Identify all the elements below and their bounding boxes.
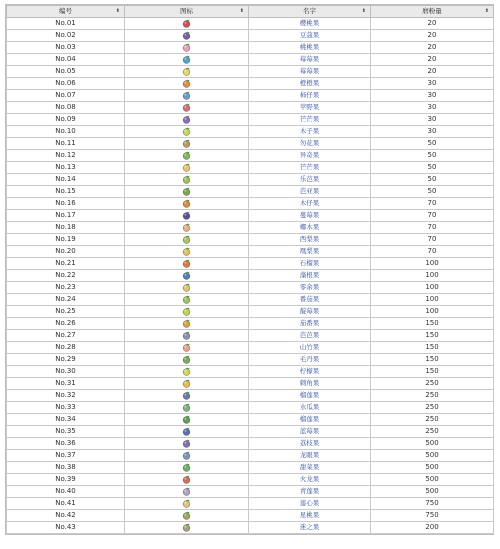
column-header-label: 编号 <box>59 7 72 15</box>
table-row <box>7 414 494 426</box>
berry-number-cell: No.14 <box>7 174 125 186</box>
berry-amount-cell: 750 <box>371 498 494 510</box>
berry-number-cell: No.31 <box>7 378 125 390</box>
berry-name-cell[interactable]: 苹野果 <box>249 102 371 114</box>
berry-number-cell: No.27 <box>7 330 125 342</box>
berry-icon <box>182 295 191 304</box>
berry-name-cell[interactable]: 莓莓果 <box>249 66 371 78</box>
berry-name-cell[interactable]: 芒芒果 <box>249 114 371 126</box>
berry-number-cell: No.28 <box>7 342 125 354</box>
berry-icon-cell <box>125 210 249 222</box>
berry-number-cell: No.19 <box>7 234 125 246</box>
berry-icon-cell <box>125 474 249 486</box>
berry-amount-cell: 100 <box>371 306 494 318</box>
berry-icon <box>182 103 191 112</box>
table-row <box>7 138 494 150</box>
table-body <box>7 18 494 534</box>
berry-number-cell: No.22 <box>7 270 125 282</box>
berry-name-cell[interactable]: 蔓莓果 <box>249 210 371 222</box>
berry-amount-cell: 70 <box>371 222 494 234</box>
berry-number-cell: No.01 <box>7 18 125 30</box>
berry-table-container <box>5 4 494 535</box>
table-row <box>7 438 494 450</box>
berry-amount-cell: 20 <box>371 18 494 30</box>
berry-number-cell: No.10 <box>7 126 125 138</box>
berry-amount-cell: 500 <box>371 474 494 486</box>
berry-icon <box>182 91 191 100</box>
berry-icon <box>182 451 191 460</box>
berry-icon-cell <box>125 282 249 294</box>
berry-number-cell: No.06 <box>7 78 125 90</box>
berry-name-cell[interactable]: 茄番果 <box>249 318 371 330</box>
berry-number-cell: No.16 <box>7 198 125 210</box>
berry-name-cell[interactable]: 木仔果 <box>249 198 371 210</box>
berry-number-cell: No.03 <box>7 42 125 54</box>
table-row <box>7 270 494 282</box>
table-row <box>7 510 494 522</box>
table-row <box>7 258 494 270</box>
table-row <box>7 378 494 390</box>
berry-amount-cell: 50 <box>371 174 494 186</box>
berry-icon-cell <box>125 258 249 270</box>
berry-amount-cell: 50 <box>371 150 494 162</box>
berry-icon <box>182 127 191 136</box>
berry-number-cell: No.26 <box>7 318 125 330</box>
berry-number-cell: No.05 <box>7 66 125 78</box>
berry-icon <box>182 427 191 436</box>
table-row <box>7 330 494 342</box>
berry-amount-cell: 20 <box>371 42 494 54</box>
berry-amount-cell: 20 <box>371 54 494 66</box>
column-header-amount[interactable] <box>371 6 494 18</box>
berry-amount-cell: 150 <box>371 366 494 378</box>
berry-amount-cell: 150 <box>371 330 494 342</box>
berry-icon <box>182 355 191 364</box>
berry-icon-cell <box>125 138 249 150</box>
table-row <box>7 294 494 306</box>
sort-arrows-icon[interactable]: ⬍ <box>239 8 244 14</box>
berry-name-cell[interactable]: 榴莲果 <box>249 390 371 402</box>
table-row <box>7 390 494 402</box>
berry-amount-cell: 150 <box>371 318 494 330</box>
berry-icon <box>182 139 191 148</box>
table-row <box>7 54 494 66</box>
berry-number-cell: No.42 <box>7 510 125 522</box>
berry-amount-cell: 500 <box>371 450 494 462</box>
berry-icon-cell <box>125 366 249 378</box>
table-row <box>7 42 494 54</box>
berry-name-cell[interactable]: 番茄果 <box>249 294 371 306</box>
berry-name-cell[interactable]: 莲心果 <box>249 498 371 510</box>
table-row <box>7 282 494 294</box>
berry-amount-cell: 750 <box>371 510 494 522</box>
berry-name-cell[interactable]: 龙眼果 <box>249 450 371 462</box>
berry-icon-cell <box>125 30 249 42</box>
table-row <box>7 366 494 378</box>
berry-amount-cell: 50 <box>371 186 494 198</box>
berry-name-cell[interactable]: 乐芭果 <box>249 174 371 186</box>
berry-name-cell[interactable]: 勿花果 <box>249 138 371 150</box>
berry-name-cell[interactable]: 甜菜果 <box>249 462 371 474</box>
berry-number-cell: No.20 <box>7 246 125 258</box>
berry-icon-cell <box>125 54 249 66</box>
berry-amount-cell: 70 <box>371 246 494 258</box>
berry-icon-cell <box>125 186 249 198</box>
berry-name-cell[interactable]: 豆蔻果 <box>249 30 371 42</box>
berry-number-cell: No.08 <box>7 102 125 114</box>
berry-name-cell[interactable]: 榴莲果 <box>249 414 371 426</box>
berry-number-cell: No.07 <box>7 90 125 102</box>
berry-amount-cell: 70 <box>371 210 494 222</box>
berry-icon-cell <box>125 510 249 522</box>
berry-name-cell[interactable]: 凰梨果 <box>249 246 371 258</box>
berry-amount-cell: 250 <box>371 390 494 402</box>
berry-icon-cell <box>125 294 249 306</box>
berry-amount-cell: 20 <box>371 30 494 42</box>
berry-icon <box>182 379 191 388</box>
berry-name-cell[interactable]: 蓝莓果 <box>249 426 371 438</box>
table-row <box>7 486 494 498</box>
berry-table <box>6 5 494 534</box>
berry-icon <box>182 211 191 220</box>
berry-icon <box>182 115 191 124</box>
table-row <box>7 102 494 114</box>
berry-amount-cell: 30 <box>371 90 494 102</box>
berry-icon-cell <box>125 78 249 90</box>
berry-icon-cell <box>125 402 249 414</box>
berry-amount-cell: 250 <box>371 426 494 438</box>
table-row <box>7 306 494 318</box>
berry-icon <box>182 331 191 340</box>
berry-name-cell[interactable]: 火龙果 <box>249 474 371 486</box>
berry-icon <box>182 151 191 160</box>
berry-icon-cell <box>125 378 249 390</box>
berry-icon-cell <box>125 462 249 474</box>
table-row <box>7 90 494 102</box>
berry-amount-cell: 70 <box>371 234 494 246</box>
table-row <box>7 354 494 366</box>
berry-icon-cell <box>125 222 249 234</box>
berry-number-cell: No.33 <box>7 402 125 414</box>
berry-icon-cell <box>125 66 249 78</box>
table-row <box>7 78 494 90</box>
table-row <box>7 234 494 246</box>
berry-icon <box>182 487 191 496</box>
berry-icon <box>182 343 191 352</box>
berry-name-cell[interactable]: 木子果 <box>249 126 371 138</box>
table-row <box>7 198 494 210</box>
table-row <box>7 150 494 162</box>
berry-name-cell[interactable]: 柠檬果 <box>249 366 371 378</box>
berry-icon-cell <box>125 198 249 210</box>
table-row <box>7 318 494 330</box>
berry-amount-cell: 50 <box>371 162 494 174</box>
berry-icon <box>182 523 191 532</box>
berry-icon <box>182 79 191 88</box>
berry-amount-cell: 250 <box>371 414 494 426</box>
column-header-label: 磨粉量 <box>422 7 442 15</box>
berry-icon-cell <box>125 270 249 282</box>
berry-number-cell: No.02 <box>7 30 125 42</box>
berry-number-cell: No.29 <box>7 354 125 366</box>
table-row <box>7 426 494 438</box>
table-row <box>7 126 494 138</box>
berry-name-cell[interactable]: 莓莓果 <box>249 54 371 66</box>
berry-icon-cell <box>125 522 249 534</box>
berry-icon <box>182 271 191 280</box>
table-row <box>7 342 494 354</box>
berry-number-cell: No.32 <box>7 390 125 402</box>
berry-amount-cell: 250 <box>371 378 494 390</box>
berry-icon <box>182 55 191 64</box>
berry-name-cell[interactable]: 迷之果 <box>249 522 371 534</box>
berry-icon <box>182 259 191 268</box>
berry-number-cell: No.04 <box>7 54 125 66</box>
berry-name-cell[interactable]: 异奇果 <box>249 150 371 162</box>
table-row <box>7 66 494 78</box>
berry-name-cell[interactable]: 芭芭果 <box>249 330 371 342</box>
berry-icon-cell <box>125 438 249 450</box>
berry-amount-cell: 30 <box>371 102 494 114</box>
table-row <box>7 186 494 198</box>
table-row <box>7 498 494 510</box>
berry-icon-cell <box>125 162 249 174</box>
table-header <box>7 6 494 18</box>
berry-icon-cell <box>125 18 249 30</box>
berry-amount-cell: 500 <box>371 438 494 450</box>
berry-name-cell[interactable]: 石榴果 <box>249 258 371 270</box>
berry-icon-cell <box>125 126 249 138</box>
berry-icon <box>182 199 191 208</box>
berry-icon-cell <box>125 42 249 54</box>
berry-number-cell: No.34 <box>7 414 125 426</box>
berry-icon-cell <box>125 414 249 426</box>
berry-amount-cell: 100 <box>371 282 494 294</box>
berry-icon-cell <box>125 114 249 126</box>
column-header-name[interactable] <box>249 6 371 18</box>
berry-icon <box>182 43 191 52</box>
column-header-icon[interactable] <box>125 6 249 18</box>
berry-icon-cell <box>125 90 249 102</box>
berry-number-cell: No.11 <box>7 138 125 150</box>
table-row <box>7 402 494 414</box>
berry-icon <box>182 175 191 184</box>
sort-arrows-icon[interactable]: ⬍ <box>361 8 366 14</box>
berry-number-cell: No.30 <box>7 366 125 378</box>
berry-name-cell[interactable]: 西梨果 <box>249 234 371 246</box>
berry-amount-cell: 150 <box>371 342 494 354</box>
berry-number-cell: No.41 <box>7 498 125 510</box>
berry-icon <box>182 475 191 484</box>
berry-name-cell[interactable]: 星桃果 <box>249 510 371 522</box>
berry-number-cell: No.24 <box>7 294 125 306</box>
berry-number-cell: No.37 <box>7 450 125 462</box>
table-row <box>7 114 494 126</box>
berry-number-cell: No.21 <box>7 258 125 270</box>
berry-name-cell[interactable]: 青莲果 <box>249 486 371 498</box>
berry-icon <box>182 31 191 40</box>
table-row <box>7 522 494 534</box>
table-row <box>7 18 494 30</box>
berry-name-cell[interactable]: 樱桃果 <box>249 18 371 30</box>
berry-icon-cell <box>125 102 249 114</box>
berry-number-cell: No.39 <box>7 474 125 486</box>
berry-name-cell[interactable]: 椰木果 <box>249 222 371 234</box>
column-header-label: 图标 <box>180 7 193 15</box>
berry-icon <box>182 163 191 172</box>
berry-icon <box>182 235 191 244</box>
column-header-number[interactable] <box>7 6 125 18</box>
table-row <box>7 246 494 258</box>
berry-icon-cell <box>125 234 249 246</box>
berry-amount-cell: 70 <box>371 198 494 210</box>
berry-icon <box>182 307 191 316</box>
berry-name-cell[interactable]: 桃桃果 <box>249 42 371 54</box>
berry-icon <box>182 463 191 472</box>
berry-icon-cell <box>125 486 249 498</box>
berry-icon-cell <box>125 330 249 342</box>
berry-name-cell[interactable]: 刺角果 <box>249 378 371 390</box>
berry-amount-cell: 20 <box>371 66 494 78</box>
berry-amount-cell: 100 <box>371 258 494 270</box>
berry-number-cell: No.18 <box>7 222 125 234</box>
berry-number-cell: No.40 <box>7 486 125 498</box>
berry-icon <box>182 415 191 424</box>
berry-icon <box>182 367 191 376</box>
berry-icon-cell <box>125 390 249 402</box>
berry-icon <box>182 391 191 400</box>
berry-icon <box>182 247 191 256</box>
berry-amount-cell: 500 <box>371 486 494 498</box>
column-header-label: 名字 <box>303 7 316 15</box>
berry-number-cell: No.13 <box>7 162 125 174</box>
berry-icon-cell <box>125 354 249 366</box>
berry-amount-cell: 50 <box>371 138 494 150</box>
berry-name-cell[interactable]: 芒芒果 <box>249 162 371 174</box>
berry-icon <box>182 499 191 508</box>
table-row <box>7 162 494 174</box>
berry-name-cell[interactable]: 荔枝果 <box>249 438 371 450</box>
berry-icon-cell <box>125 174 249 186</box>
berry-number-cell: No.38 <box>7 462 125 474</box>
berry-icon <box>182 223 191 232</box>
berry-icon-cell <box>125 246 249 258</box>
berry-name-cell[interactable]: 藻根果 <box>249 270 371 282</box>
table-row <box>7 462 494 474</box>
berry-number-cell: No.09 <box>7 114 125 126</box>
berry-icon-cell <box>125 342 249 354</box>
header-row <box>7 6 494 18</box>
berry-name-cell[interactable]: 靛莓果 <box>249 306 371 318</box>
table-row <box>7 474 494 486</box>
berry-amount-cell: 30 <box>371 78 494 90</box>
berry-name-cell[interactable]: 芭亚果 <box>249 186 371 198</box>
berry-amount-cell: 200 <box>371 522 494 534</box>
berry-name-cell[interactable]: 毛丹果 <box>249 354 371 366</box>
berry-number-cell: No.23 <box>7 282 125 294</box>
berry-number-cell: No.17 <box>7 210 125 222</box>
berry-icon <box>182 511 191 520</box>
berry-amount-cell: 150 <box>371 354 494 366</box>
berry-number-cell: No.15 <box>7 186 125 198</box>
table-row <box>7 30 494 42</box>
berry-icon <box>182 19 191 28</box>
berry-amount-cell: 30 <box>371 126 494 138</box>
berry-name-cell[interactable]: 山竹果 <box>249 342 371 354</box>
berry-amount-cell: 100 <box>371 294 494 306</box>
berry-icon <box>182 67 191 76</box>
berry-icon <box>182 439 191 448</box>
berry-amount-cell: 250 <box>371 402 494 414</box>
berry-number-cell: No.43 <box>7 522 125 534</box>
berry-number-cell: No.35 <box>7 426 125 438</box>
berry-icon-cell <box>125 306 249 318</box>
berry-name-cell[interactable]: 零余果 <box>249 282 371 294</box>
sort-arrows-icon[interactable]: ⬍ <box>484 8 489 14</box>
berry-name-cell[interactable]: 水瓜果 <box>249 402 371 414</box>
berry-icon <box>182 283 191 292</box>
berry-amount-cell: 30 <box>371 114 494 126</box>
berry-icon <box>182 319 191 328</box>
table-row <box>7 222 494 234</box>
berry-icon-cell <box>125 318 249 330</box>
berry-icon <box>182 403 191 412</box>
berry-name-cell[interactable]: 橙橙果 <box>249 78 371 90</box>
berry-number-cell: No.36 <box>7 438 125 450</box>
berry-icon-cell <box>125 426 249 438</box>
table-row <box>7 450 494 462</box>
berry-icon-cell <box>125 498 249 510</box>
berry-amount-cell: 500 <box>371 462 494 474</box>
table-row <box>7 210 494 222</box>
berry-icon <box>182 187 191 196</box>
berry-icon-cell <box>125 150 249 162</box>
berry-name-cell[interactable]: 柿仔果 <box>249 90 371 102</box>
sort-arrows-icon[interactable]: ⬍ <box>115 8 120 14</box>
berry-number-cell: No.12 <box>7 150 125 162</box>
berry-number-cell: No.25 <box>7 306 125 318</box>
berry-amount-cell: 100 <box>371 270 494 282</box>
table-row <box>7 174 494 186</box>
berry-icon-cell <box>125 450 249 462</box>
